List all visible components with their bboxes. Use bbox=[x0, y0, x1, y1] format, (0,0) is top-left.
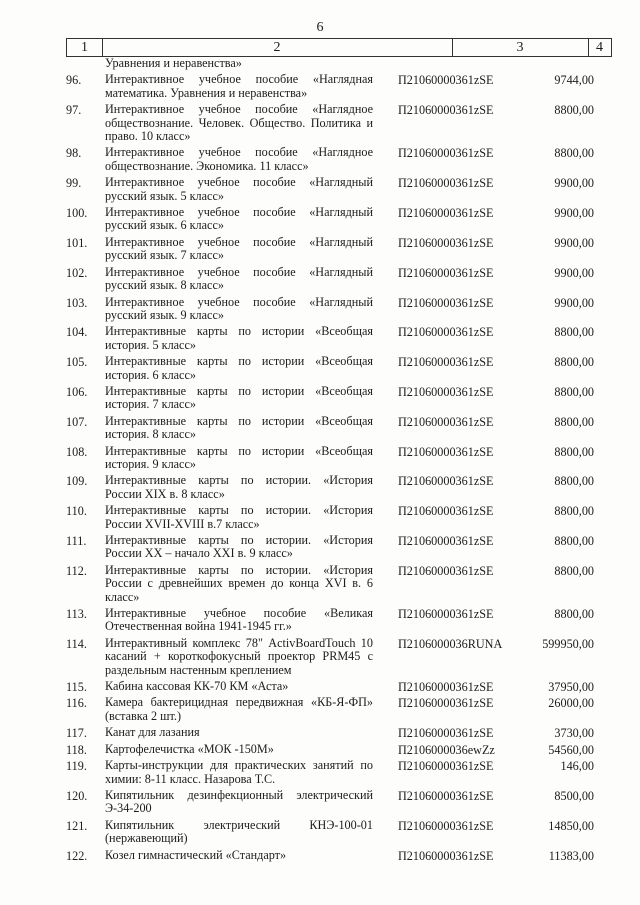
row-description: Интерактивные карты по истории «Всеобщая история. 5 класс» bbox=[105, 324, 373, 352]
row-description: Камера бактерицидная передвижная «КБ-Я-ФП» (вставка 2 шт.) bbox=[105, 695, 373, 723]
row-number: 113. bbox=[66, 607, 87, 622]
table-row bbox=[0, 146, 640, 173]
row-number: 118. bbox=[66, 742, 87, 757]
table-row bbox=[0, 385, 640, 412]
row-code: П21060000361zSE bbox=[398, 146, 494, 161]
row-code: П21060000361zSE bbox=[398, 504, 494, 519]
row-description: Интерактивные карты по истории «Всеобщая история. 6 класс» bbox=[105, 354, 373, 382]
row-code: П21060000361zSE bbox=[398, 474, 494, 489]
table-row bbox=[0, 680, 640, 693]
table-row bbox=[0, 726, 640, 739]
row-description: Интерактивные карты по истории «Всеобщая история. 8 класс» bbox=[105, 413, 373, 442]
row-code: П21060000361zSE bbox=[398, 103, 494, 118]
row-code: П21060000361zSE bbox=[398, 696, 494, 711]
row-code: П21060000361zSE bbox=[398, 414, 494, 429]
row-number: 99. bbox=[66, 176, 82, 191]
row-price: 8800,00 bbox=[554, 146, 594, 161]
row-price: 8500,00 bbox=[554, 788, 594, 803]
row-number: 121. bbox=[66, 818, 88, 833]
row-price: 3730,00 bbox=[554, 726, 594, 741]
table-row bbox=[0, 296, 640, 323]
row-price: 8800,00 bbox=[554, 414, 594, 429]
row-code: П21060000361zSE bbox=[398, 788, 494, 803]
row-number: 104. bbox=[66, 325, 88, 340]
row-description: Интерактивное учебное пособие «Наглядный русский язык. 8 класс» bbox=[105, 264, 373, 293]
row-price: 9900,00 bbox=[554, 176, 594, 191]
header-col-1: 1 bbox=[67, 39, 103, 56]
table-row bbox=[0, 743, 640, 756]
row-description: Канат для лазания bbox=[105, 725, 200, 740]
table-row bbox=[0, 73, 640, 100]
row-price: 9744,00 bbox=[554, 73, 594, 88]
table-row bbox=[0, 415, 640, 442]
row-description: Интерактивные карты по истории. «История России XX – начало XXI в. 9 класс» bbox=[105, 533, 373, 561]
row-description: Интерактивное учебное пособие «Наглядный русский язык. 5 класс» bbox=[105, 175, 373, 203]
table-row bbox=[0, 696, 640, 723]
table-row bbox=[0, 849, 640, 862]
row-price: 8800,00 bbox=[554, 325, 594, 340]
row-description: Интерактивное учебное пособие «Наглядное обществознание. Человек. Общество. Политика и право. 10 класс» bbox=[105, 102, 373, 144]
row-price: 37950,00 bbox=[548, 680, 594, 695]
row-number: 98. bbox=[66, 146, 82, 161]
row-description: Интерактивное учебное пособие «Наглядный русский язык. 7 класс» bbox=[105, 234, 373, 263]
row-description: Уравнения и неравенства» bbox=[105, 56, 242, 70]
row-description: Интерактивный комплекс 78" ActivBoardTouch 10 касаний + короткофокусный проектор PRM45 с раздельным настенным креплением bbox=[105, 635, 373, 677]
row-description: Кипятильник дезинфекционный электрический Э-34-200 bbox=[105, 787, 373, 816]
row-number: 109. bbox=[66, 474, 88, 489]
row-price: 11383,00 bbox=[548, 848, 594, 863]
row-code: П21060000361zSE bbox=[398, 726, 494, 741]
header-col-3: 3 bbox=[452, 39, 589, 56]
row-code: П21060000361zSE bbox=[398, 384, 494, 399]
row-code: П21060000361zSE bbox=[398, 848, 494, 863]
row-description: Интерактивные карты по истории. «История России XVII-XVIII в.7 класс» bbox=[105, 503, 373, 531]
row-code: П21060000361zSE bbox=[398, 444, 494, 459]
table-row bbox=[0, 534, 640, 561]
row-number: 111. bbox=[66, 534, 87, 548]
header-col-2: 2 bbox=[102, 39, 453, 56]
row-number: 102. bbox=[66, 265, 88, 280]
table-row bbox=[0, 103, 640, 143]
table-row bbox=[0, 789, 640, 816]
row-number: 100. bbox=[66, 206, 88, 221]
row-price: 54560,00 bbox=[548, 742, 594, 757]
row-number: 122. bbox=[66, 848, 88, 863]
row-code: П21060000361zSE bbox=[398, 818, 494, 833]
row-code: П21060000361zSE bbox=[398, 759, 494, 774]
row-description: Козел гимнастический «Стандарт» bbox=[105, 847, 287, 862]
row-code: П21060000361zSE bbox=[398, 680, 494, 695]
row-number: 97. bbox=[66, 103, 82, 118]
row-number: 117. bbox=[66, 726, 87, 741]
row-number: 112. bbox=[66, 563, 87, 578]
table-body bbox=[0, 57, 640, 865]
row-description: Интерактивные учебное пособие «Великая Отечественная война 1941-1945 гг.» bbox=[105, 606, 373, 634]
row-price: 8800,00 bbox=[554, 384, 594, 399]
row-code: П21060000361zSE bbox=[398, 563, 494, 578]
row-number: 110. bbox=[66, 504, 87, 519]
table-row bbox=[0, 266, 640, 293]
page-number: 6 bbox=[316, 20, 324, 35]
row-price: 9900,00 bbox=[554, 295, 594, 310]
row-price: 26000,00 bbox=[548, 696, 594, 711]
row-number: 103. bbox=[66, 295, 88, 310]
row-number: 105. bbox=[66, 355, 88, 370]
row-price: 8800,00 bbox=[554, 534, 594, 548]
table-row bbox=[0, 607, 640, 634]
row-code: П21060000361zSE bbox=[398, 534, 494, 548]
table-row bbox=[0, 355, 640, 382]
row-description: Интерактивное учебное пособие «Наглядный русский язык. 9 класс» bbox=[105, 294, 373, 322]
row-code: П2106000036ewZz bbox=[398, 742, 495, 757]
row-price: 599950,00 bbox=[542, 636, 594, 651]
row-description: Картофелечистка «МОК -150М» bbox=[105, 741, 274, 756]
row-description: Кипятильник электрический КНЭ-100-01 (нержавеющий) bbox=[105, 817, 373, 846]
row-description: Интерактивное учебное пособие «Наглядный русский язык. 6 класс» bbox=[105, 205, 373, 233]
table-row bbox=[0, 819, 640, 846]
row-price: 8800,00 bbox=[554, 474, 594, 489]
table-row bbox=[0, 759, 640, 786]
row-number: 114. bbox=[66, 636, 87, 651]
table-row bbox=[0, 474, 640, 501]
row-description: Карты-инструкции для практических занятий по химии: 8-11 класс. Назарова Т.С. bbox=[105, 758, 373, 786]
row-price: 8800,00 bbox=[554, 504, 594, 519]
table-row bbox=[0, 445, 640, 472]
row-code: П21060000361zSE bbox=[398, 325, 494, 340]
row-code bbox=[398, 57, 518, 58]
row-code: П21060000361zSE bbox=[398, 176, 494, 191]
row-code: П21060000361zSE bbox=[398, 607, 494, 622]
table-header bbox=[66, 38, 612, 57]
row-price: 8800,00 bbox=[554, 607, 594, 622]
row-code: П21060000361zSE bbox=[398, 206, 494, 221]
row-number: 119. bbox=[66, 759, 87, 774]
row-number: 120. bbox=[66, 788, 88, 803]
row-description: Интерактивное учебное пособие «Наглядное обществознание. Экономика. 11 класс» bbox=[105, 145, 373, 173]
row-price: 8800,00 bbox=[554, 103, 594, 118]
row-number: 108. bbox=[66, 444, 88, 459]
row-code: П21060000361zSE bbox=[398, 73, 494, 88]
row-description: Интерактивные карты по истории «Всеобщая история. 9 класс» bbox=[105, 443, 373, 471]
row-description: Интерактивное учебное пособие «Наглядная математика. Уравнения и неравенства» bbox=[105, 72, 373, 100]
row-price: 8800,00 bbox=[554, 563, 594, 578]
row-number: 96. bbox=[66, 73, 82, 88]
row-price: 146,00 bbox=[560, 759, 594, 774]
table-row bbox=[0, 637, 640, 677]
row-price: 9900,00 bbox=[554, 206, 594, 221]
header-col-4: 4 bbox=[596, 40, 603, 55]
row-number: 115. bbox=[66, 680, 87, 695]
row-code: П21060000361zSE bbox=[398, 355, 494, 370]
table-row bbox=[0, 325, 640, 352]
row-code: П21060000361zSE bbox=[398, 235, 494, 250]
table-row bbox=[0, 236, 640, 263]
row-price: 9900,00 bbox=[554, 235, 594, 250]
table-row bbox=[0, 206, 640, 233]
table-row bbox=[0, 176, 640, 203]
row-number: 106. bbox=[66, 384, 88, 399]
row-number: 116. bbox=[66, 696, 87, 711]
row-description: Интерактивные карты по истории. «История России XIX в. 8 класс» bbox=[105, 473, 373, 501]
row-number bbox=[66, 57, 104, 58]
row-code: П21060000361zSE bbox=[398, 265, 494, 280]
row-description: Кабина кассовая КК-70 КМ «Аста» bbox=[105, 679, 289, 694]
row-number: 101. bbox=[66, 235, 88, 250]
table-row bbox=[0, 564, 640, 604]
table-row bbox=[0, 504, 640, 531]
table-row bbox=[0, 57, 640, 70]
row-description: Интерактивные карты по истории. «История России с древнейших времен до конца XVI в. 6 класс» bbox=[105, 562, 373, 604]
row-price: 14850,00 bbox=[548, 818, 594, 833]
row-price: 9900,00 bbox=[554, 265, 594, 280]
row-price bbox=[514, 57, 594, 58]
row-number: 107. bbox=[66, 414, 88, 429]
row-code: П2106000036RUNA bbox=[398, 636, 503, 651]
row-code: П21060000361zSE bbox=[398, 295, 494, 310]
row-description: Интерактивные карты по истории «Всеобщая история. 7 класс» bbox=[105, 383, 373, 412]
row-price: 8800,00 bbox=[554, 444, 594, 459]
row-price: 8800,00 bbox=[554, 355, 594, 370]
